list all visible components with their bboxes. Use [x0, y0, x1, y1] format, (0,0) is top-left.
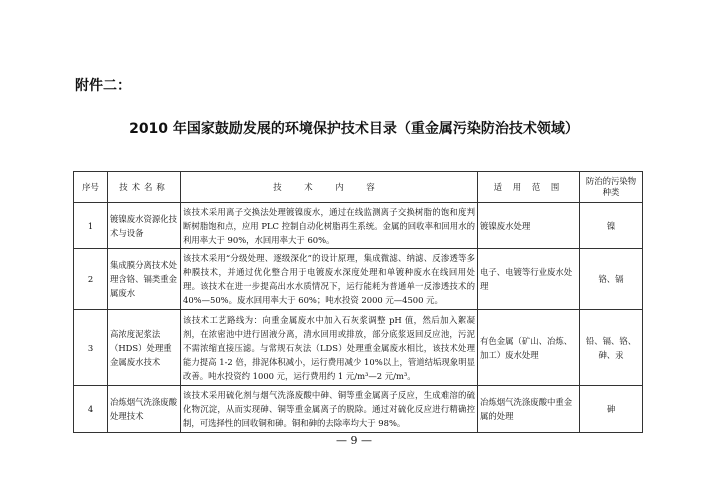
- row-tech-content: 该技术采用离子交换法处理镀镍废水，通过在线监测离子交换树脂的饱和度判断树脂饱和点，应用 PLC 控制自动化树脂再生系统。金属的回收率和回用水的利用率大于 90%，水回用率大于 60%。: [181, 203, 478, 249]
- table-row: [74, 203, 643, 249]
- row-tech-name: 集成膜分离技术处理含铬、镉类重金属废水: [108, 249, 181, 310]
- row-tech-name: 镀镍废水资源化技术与设备: [108, 203, 181, 249]
- page-title: 2010 年国家鼓励发展的环境保护技术目录（重金属污染防治技术领域）: [129, 121, 579, 137]
- header-pollutant: 防治的污染物种类: [580, 172, 643, 203]
- row-tech-content: 该技术工艺路线为：向重金属废水中加入石灰浆调整 pH 值，然后加入絮凝剂，在浓密池中进行固液分离，清水回用或排放，部分底浆返回反应池，污泥不需浓缩直接压滤。与常规石灰法（LDS）处理重金属废水相比，该技术处理能力提高 1-2 倍，排泥体积减小，运行费用减少 10%以上，管道结垢现象明显改善。吨水投资约 1000 元，运行费用约 1 元/m³—2 元/m³。: [181, 310, 478, 386]
- page-number: — 9 —: [336, 434, 372, 447]
- row-index: 1: [74, 203, 108, 249]
- row-scope: 有色金属（矿山、冶炼、加工）废水处理: [478, 310, 580, 386]
- header-content: 技 术 内 容: [181, 172, 478, 203]
- row-pollutant: 镍: [580, 203, 643, 249]
- table-row: [74, 310, 643, 386]
- row-index: 2: [74, 249, 108, 310]
- row-tech-name: 高浓度泥浆法（HDS）处理重金属废水技术: [108, 310, 181, 386]
- header-index: 序号: [74, 172, 108, 203]
- row-index: 4: [74, 386, 108, 433]
- header-scope: 适 用 范 围: [478, 172, 580, 203]
- technology-catalog-table: [73, 171, 643, 433]
- table-header-row: [74, 172, 643, 203]
- table-row: [74, 249, 643, 310]
- attachment-label: 附件二：: [75, 78, 131, 94]
- row-index: 3: [74, 310, 108, 386]
- row-scope: 镀镍废水处理: [478, 203, 580, 249]
- row-pollutant: 铅、镉、铬、砷、汞: [580, 310, 643, 386]
- row-tech-content: 该技术采用“分级处理、逐级深化”的设计原理，集成微滤、纳滤、反渗透等多种膜技术，并通过优化整合用于电镀废水深度处理和单镀种废水在线回用处理。该技术在进一步提高出水水质情况下，运行能耗为普通单一反渗透技术的 40%—50%。废水回用率大于 60%；吨水投资 2000 元—4500 元。: [181, 249, 478, 310]
- row-pollutant: 铬、镉: [580, 249, 643, 310]
- row-tech-content: 该技术采用硫化剂与烟气洗涤废酸中砷、铜等重金属离子反应，生成难溶的硫化物沉淀，从而实现砷、铜等重金属离子的脱除。通过对硫化反应进行精确控制，可选择性的回收铜和砷。铜和砷的去除率均大于 98%。: [181, 386, 478, 433]
- row-pollutant: 砷: [580, 386, 643, 433]
- header-name: 技术名称: [108, 172, 181, 203]
- table-row: [74, 386, 643, 433]
- row-scope: 冶炼烟气洗涤废酸中重金属的处理: [478, 386, 580, 433]
- row-scope: 电子、电镀等行业废水处理: [478, 249, 580, 310]
- row-tech-name: 冶炼烟气洗涤废酸处理技术: [108, 386, 181, 433]
